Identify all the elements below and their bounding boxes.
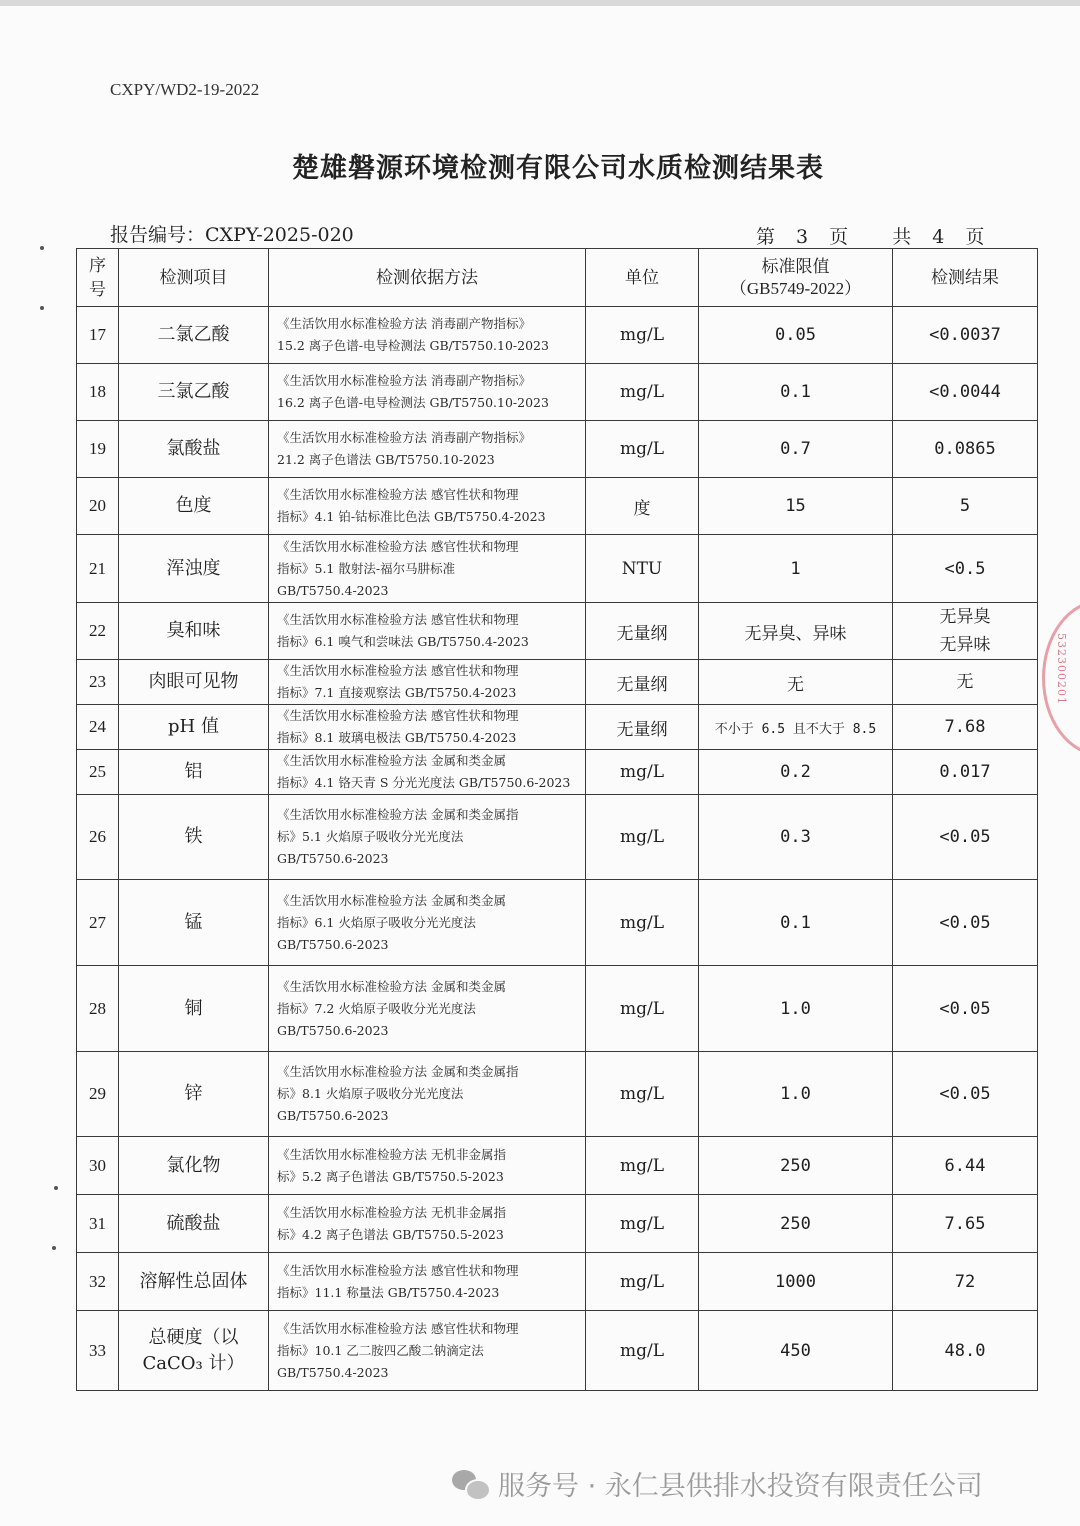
method-line2: 指标》7.1 直接观察法 GB/T5750.4-2023 xyxy=(277,685,517,700)
row-seq: 24 xyxy=(77,705,119,750)
item-line1: 氯酸盐 xyxy=(166,438,221,459)
row-seq: 27 xyxy=(77,880,119,966)
row-standard: 250 xyxy=(699,1137,893,1195)
header-standard-line2: （GB5749-2022） xyxy=(729,278,862,298)
page-indicator xyxy=(756,222,984,249)
row-item xyxy=(119,1311,269,1391)
header-seq: 序号 xyxy=(77,249,119,307)
method-line1: 《生活饮用水标准检验方法 感官性状和物理 xyxy=(277,1262,519,1278)
method-line1: 《生活饮用水标准检验方法 感官性状和物理 xyxy=(277,663,519,678)
row-seq: 18 xyxy=(77,364,119,421)
row-unit: 无量纲 xyxy=(586,705,699,750)
document-code: CXPY/WD2-19-2022 xyxy=(110,80,260,99)
row-method xyxy=(269,880,586,966)
row-unit: 无量纲 xyxy=(586,603,699,660)
table-row xyxy=(77,307,1038,364)
page-current: 3 xyxy=(796,226,809,248)
row-result xyxy=(893,1137,1038,1195)
item-line1: 三氯乙酸 xyxy=(157,381,230,402)
row-standard: 0.2 xyxy=(699,750,893,795)
row-standard: 250 xyxy=(699,1195,893,1253)
method-line1: 《生活饮用水标准检验方法 金属和类金属指 xyxy=(277,1064,519,1079)
row-result xyxy=(893,750,1038,795)
row-method xyxy=(269,795,586,880)
row-result xyxy=(893,307,1038,364)
row-method xyxy=(269,421,586,478)
item-line1: 肉眼可见物 xyxy=(148,671,239,692)
row-result xyxy=(893,421,1038,478)
row-item xyxy=(119,364,269,421)
stamp-number: 532300201 xyxy=(1055,633,1068,705)
row-seq: 25 xyxy=(77,750,119,795)
row-method xyxy=(269,1137,586,1195)
row-standard: 450 xyxy=(699,1311,893,1391)
method-line1: 《生活饮用水标准检验方法 无机非金属指 xyxy=(277,1146,506,1162)
item-line1: 锌 xyxy=(184,1083,203,1104)
method-line2: 指标》5.1 散射法-福尔马肼标准 xyxy=(277,560,456,576)
result-line1: <0.5 xyxy=(944,558,986,579)
row-result xyxy=(893,478,1038,535)
method-line2: 指标》11.1 称量法 GB/T5750.4-2023 xyxy=(277,1284,500,1300)
row-unit: mg/L xyxy=(586,966,699,1052)
row-item xyxy=(119,307,269,364)
header-unit: 单位 xyxy=(586,249,699,307)
row-seq: 17 xyxy=(77,307,119,364)
row-unit: mg/L xyxy=(586,1253,699,1311)
row-seq: 33 xyxy=(77,1311,119,1391)
item-line2: CaCO₃ 计） xyxy=(142,1352,245,1374)
header-standard xyxy=(699,249,893,307)
method-line3: GB/T5750.6-2023 xyxy=(277,851,389,866)
method-line3: GB/T5750.6-2023 xyxy=(277,1108,389,1123)
row-seq: 22 xyxy=(77,603,119,660)
page-total: 4 xyxy=(932,226,945,248)
method-line1: 《生活饮用水标准检验方法 感官性状和物理 xyxy=(277,538,519,554)
row-unit: NTU xyxy=(586,535,699,603)
result-line1: <0.0037 xyxy=(929,325,1001,345)
row-standard: 0.7 xyxy=(699,421,893,478)
row-standard: 无异臭、异味 xyxy=(699,603,893,660)
row-item xyxy=(119,705,269,750)
row-unit: mg/L xyxy=(586,364,699,421)
item-line1: 溶解性总固体 xyxy=(139,1270,248,1292)
method-line2: 指标》4.1 铂-钴标准比色法 GB/T5750.4-2023 xyxy=(277,509,546,524)
row-item xyxy=(119,421,269,478)
row-standard: 0.1 xyxy=(699,364,893,421)
page-label-ye: 页 xyxy=(829,226,849,248)
row-method xyxy=(269,1311,586,1391)
row-unit: mg/L xyxy=(586,307,699,364)
row-unit: mg/L xyxy=(586,880,699,966)
method-line1: 《生活饮用水标准检验方法 金属和类金属 xyxy=(277,978,506,994)
table-row xyxy=(77,478,1038,535)
table-header-row xyxy=(77,249,1038,307)
row-seq: 28 xyxy=(77,966,119,1052)
row-result xyxy=(893,1253,1038,1311)
row-unit: mg/L xyxy=(586,1137,699,1195)
row-result xyxy=(893,603,1038,660)
row-unit: 无量纲 xyxy=(586,660,699,705)
result-line1: <0.05 xyxy=(939,1084,991,1104)
row-standard: 1000 xyxy=(699,1253,893,1311)
report-number: 报告编号：CXPY-2025-020 xyxy=(110,224,354,246)
row-result xyxy=(893,1195,1038,1253)
wechat-icon xyxy=(452,1468,490,1500)
result-line1: 无 xyxy=(956,672,974,692)
item-line1: 色度 xyxy=(175,495,212,516)
row-result xyxy=(893,880,1038,966)
table-row xyxy=(77,1137,1038,1195)
watermark xyxy=(452,1464,983,1503)
row-standard: 1.0 xyxy=(699,1052,893,1137)
method-line1: 《生活饮用水标准检验方法 金属和类金属 xyxy=(277,753,506,768)
item-line1: 锰 xyxy=(184,911,203,933)
method-line1: 《生活饮用水标准检验方法 感官性状和物理 xyxy=(277,1320,519,1336)
item-line1: 臭和味 xyxy=(166,620,221,641)
page-label-ye2: 页 xyxy=(965,226,985,248)
result-line1: 72 xyxy=(954,1271,976,1292)
result-line1: <0.05 xyxy=(939,827,991,847)
table-row xyxy=(77,535,1038,603)
item-line1: 二氯乙酸 xyxy=(157,324,230,345)
row-seq: 31 xyxy=(77,1195,119,1253)
row-result xyxy=(893,1311,1038,1391)
method-line2: 15.2 离子色谱-电导检测法 GB/T5750.10-2023 xyxy=(277,338,549,353)
method-line3: GB/T5750.4-2023 xyxy=(277,582,389,598)
item-line1: pH 值 xyxy=(168,716,219,737)
table-row xyxy=(77,1195,1038,1253)
row-seq: 29 xyxy=(77,1052,119,1137)
row-standard: 1 xyxy=(699,535,893,603)
method-line1: 《生活饮用水标准检验方法 金属和类金属 xyxy=(277,892,506,908)
result-line1: 7.68 xyxy=(944,717,986,737)
row-unit: mg/L xyxy=(586,795,699,880)
method-line2: 指标》6.1 嗅气和尝味法 GB/T5750.4-2023 xyxy=(277,634,529,649)
row-unit: mg/L xyxy=(586,750,699,795)
method-line1: 《生活饮用水标准检验方法 消毒副产物指标》 xyxy=(277,430,531,445)
item-line1: 总硬度（以 xyxy=(148,1326,239,1348)
header-method: 检测依据方法 xyxy=(269,249,586,307)
row-method xyxy=(269,478,586,535)
row-item xyxy=(119,795,269,880)
row-item xyxy=(119,1195,269,1253)
table-row xyxy=(77,966,1038,1052)
row-result xyxy=(893,705,1038,750)
table-row xyxy=(77,1052,1038,1137)
row-standard: 0.05 xyxy=(699,307,893,364)
row-item xyxy=(119,478,269,535)
row-method xyxy=(269,660,586,705)
method-line1: 《生活饮用水标准检验方法 无机非金属指 xyxy=(277,1204,506,1220)
row-standard: 无 xyxy=(699,660,893,705)
table-row xyxy=(77,364,1038,421)
row-seq: 32 xyxy=(77,1253,119,1311)
row-method xyxy=(269,364,586,421)
row-standard: 1.0 xyxy=(699,966,893,1052)
item-line1: 铁 xyxy=(184,826,203,847)
method-line1: 《生活饮用水标准检验方法 金属和类金属指 xyxy=(277,807,519,822)
row-item xyxy=(119,660,269,705)
row-seq: 19 xyxy=(77,421,119,478)
row-standard: 0.3 xyxy=(699,795,893,880)
header-item: 检测项目 xyxy=(119,249,269,307)
row-method xyxy=(269,750,586,795)
row-method xyxy=(269,603,586,660)
scan-top-edge xyxy=(0,0,1080,6)
row-unit: 度 xyxy=(586,478,699,535)
row-seq: 23 xyxy=(77,660,119,705)
row-item xyxy=(119,966,269,1052)
method-line2: 标》8.1 火焰原子吸收分光光度法 xyxy=(277,1086,464,1101)
header-standard-line1: 标准限值 xyxy=(761,256,830,277)
method-line2: 指标》4.1 铬天青 S 分光光度法 GB/T5750.6-2023 xyxy=(277,775,571,790)
watermark-text: 服务号 · 永仁县供排水投资有限责任公司 xyxy=(498,1471,983,1502)
table-row xyxy=(77,795,1038,880)
table-row xyxy=(77,880,1038,966)
item-line1: 氯化物 xyxy=(166,1154,221,1176)
method-line1: 《生活饮用水标准检验方法 感官性状和物理 xyxy=(277,708,519,723)
method-line2: 16.2 离子色谱-电导检测法 GB/T5750.10-2023 xyxy=(277,395,549,410)
method-line2: 标》4.2 离子色谱法 GB/T5750.5-2023 xyxy=(277,1226,504,1242)
result-line1: 无异臭 xyxy=(939,607,991,627)
result-line1: 0.017 xyxy=(939,762,991,782)
row-result xyxy=(893,966,1038,1052)
row-item xyxy=(119,1052,269,1137)
row-method xyxy=(269,705,586,750)
result-line1: 5 xyxy=(959,496,971,516)
page-title: 楚雄磐源环境检测有限公司水质检测结果表 xyxy=(292,153,824,184)
scan-dot xyxy=(40,246,44,250)
header-result: 检测结果 xyxy=(893,249,1038,307)
row-seq: 30 xyxy=(77,1137,119,1195)
row-result xyxy=(893,535,1038,603)
row-standard: 15 xyxy=(699,478,893,535)
row-seq: 26 xyxy=(77,795,119,880)
result-line1: <0.0044 xyxy=(929,382,1001,402)
scan-dot xyxy=(52,1246,56,1250)
row-item xyxy=(119,603,269,660)
table-row xyxy=(77,1253,1038,1311)
method-line2: 指标》10.1 乙二胺四乙酸二钠滴定法 xyxy=(277,1342,484,1358)
method-line2: 指标》7.2 火焰原子吸收分光光度法 xyxy=(277,1000,476,1016)
method-line1: 《生活饮用水标准检验方法 感官性状和物理 xyxy=(277,612,519,627)
row-item xyxy=(119,535,269,603)
method-line2: 指标》6.1 火焰原子吸收分光光度法 xyxy=(277,914,476,930)
method-line2: 21.2 离子色谱法 GB/T5750.10-2023 xyxy=(277,452,495,467)
result-line1: 7.65 xyxy=(944,1213,986,1234)
results-table xyxy=(76,248,1038,1391)
row-method xyxy=(269,535,586,603)
row-method xyxy=(269,1253,586,1311)
page-label-di: 第 xyxy=(756,226,776,248)
table-row xyxy=(77,750,1038,795)
method-line1: 《生活饮用水标准检验方法 消毒副产物指标》 xyxy=(277,316,531,331)
result-line1: 0.0865 xyxy=(934,439,996,459)
method-line3: GB/T5750.4-2023 xyxy=(277,1364,389,1380)
row-result xyxy=(893,364,1038,421)
row-unit: mg/L xyxy=(586,1052,699,1137)
table-row xyxy=(77,705,1038,750)
scan-dot xyxy=(40,306,44,310)
method-line2: 标》5.1 火焰原子吸收分光光度法 xyxy=(277,829,464,844)
row-method xyxy=(269,1195,586,1253)
page-label-gong: 共 xyxy=(892,226,912,248)
method-line1: 《生活饮用水标准检验方法 消毒副产物指标》 xyxy=(277,373,531,388)
row-seq: 21 xyxy=(77,535,119,603)
row-item xyxy=(119,1137,269,1195)
row-seq: 20 xyxy=(77,478,119,535)
item-line1: 铝 xyxy=(184,761,203,782)
table-row xyxy=(77,421,1038,478)
item-line1: 硫酸盐 xyxy=(166,1212,221,1234)
scan-dot xyxy=(54,1186,58,1190)
row-unit: mg/L xyxy=(586,421,699,478)
row-unit: mg/L xyxy=(586,1311,699,1391)
table-row xyxy=(77,603,1038,660)
result-line2: 无异味 xyxy=(939,635,991,655)
table-row xyxy=(77,660,1038,705)
row-item xyxy=(119,880,269,966)
row-unit: mg/L xyxy=(586,1195,699,1253)
result-line1: 48.0 xyxy=(944,1340,986,1361)
method-line2: 标》5.2 离子色谱法 GB/T5750.5-2023 xyxy=(277,1168,504,1184)
item-line1: 浑浊度 xyxy=(166,557,221,579)
row-result xyxy=(893,1052,1038,1137)
result-line1: 6.44 xyxy=(944,1155,986,1176)
method-line3: GB/T5750.6-2023 xyxy=(277,1022,389,1038)
row-method xyxy=(269,966,586,1052)
row-result xyxy=(893,660,1038,705)
row-item xyxy=(119,750,269,795)
row-standard: 0.1 xyxy=(699,880,893,966)
row-standard: 不小于 6.5 且不大于 8.5 xyxy=(699,705,893,750)
row-item xyxy=(119,1253,269,1311)
method-line3: GB/T5750.6-2023 xyxy=(277,936,389,952)
row-result xyxy=(893,795,1038,880)
result-line1: <0.05 xyxy=(939,998,991,1019)
method-line1: 《生活饮用水标准检验方法 感官性状和物理 xyxy=(277,487,519,502)
item-line1: 铜 xyxy=(184,997,203,1019)
row-method xyxy=(269,1052,586,1137)
table-row xyxy=(77,1311,1038,1391)
method-line2: 指标》8.1 玻璃电极法 GB/T5750.4-2023 xyxy=(277,730,517,745)
row-method xyxy=(269,307,586,364)
seal-stamp xyxy=(1042,600,1080,756)
result-line1: <0.05 xyxy=(939,912,991,933)
